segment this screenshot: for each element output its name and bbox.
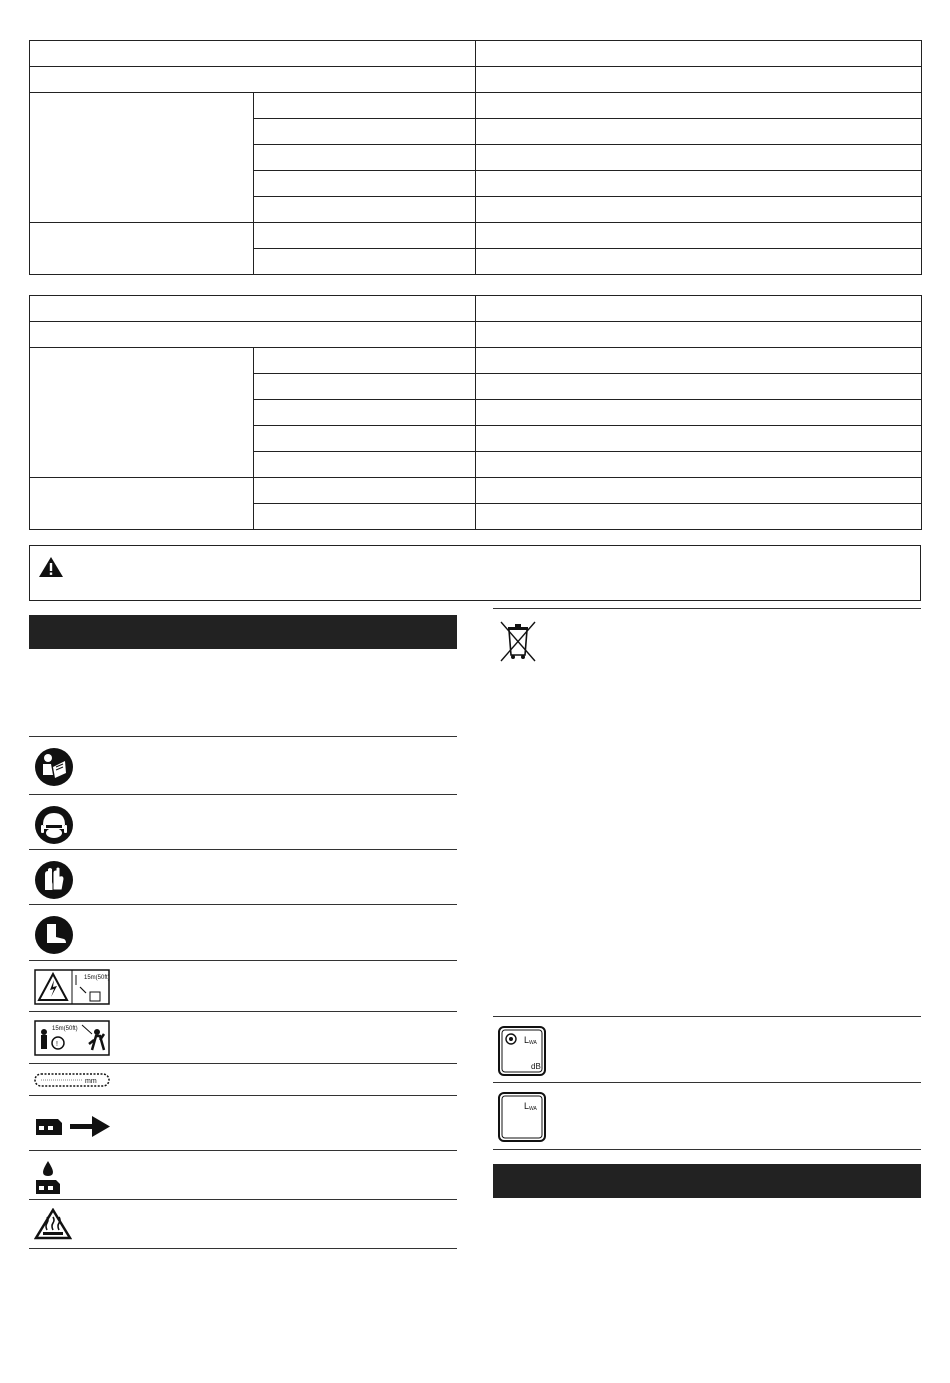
table-cell bbox=[476, 452, 922, 478]
symbol-row-weee bbox=[493, 608, 921, 1016]
spec-table-1 bbox=[29, 40, 922, 275]
table-row bbox=[30, 67, 922, 93]
table-cell bbox=[254, 400, 476, 426]
table-cell bbox=[254, 249, 476, 275]
chain-oil-icon bbox=[34, 1159, 64, 1195]
symbol-row-chain-length bbox=[29, 1063, 457, 1095]
table-cell bbox=[476, 41, 922, 67]
section-header-bar-left bbox=[29, 615, 457, 649]
chain-length-icon bbox=[34, 1073, 110, 1087]
right-symbols-bottom-rule bbox=[493, 1149, 921, 1150]
table-cell bbox=[254, 93, 476, 119]
svg-text:L: L bbox=[524, 1035, 530, 1045]
table-cell bbox=[476, 478, 922, 504]
table-cell bbox=[476, 249, 922, 275]
table-cell bbox=[30, 478, 254, 530]
symbol-row-electrocution bbox=[29, 960, 457, 1011]
table-cell bbox=[254, 171, 476, 197]
table-cell bbox=[30, 223, 254, 275]
table-cell bbox=[476, 145, 922, 171]
hot-surface-icon bbox=[34, 1208, 72, 1240]
table-cell bbox=[254, 452, 476, 478]
table-cell bbox=[254, 348, 476, 374]
table-row bbox=[30, 322, 922, 348]
table-cell bbox=[254, 504, 476, 530]
safety-boots-icon bbox=[34, 915, 74, 955]
table-cell bbox=[476, 322, 922, 348]
section-header-bar-right bbox=[493, 1164, 921, 1198]
symbol-row-head-protection bbox=[29, 794, 457, 849]
table-cell bbox=[476, 197, 922, 223]
symbols-bottom-rule bbox=[29, 1248, 457, 1249]
read-manual-icon bbox=[34, 747, 74, 787]
table-cell bbox=[476, 223, 922, 249]
protective-gloves-icon bbox=[34, 860, 74, 900]
chain-length-unit: mm bbox=[85, 1078, 97, 1085]
table-cell bbox=[476, 426, 922, 452]
sound-power-unit: dB bbox=[531, 1062, 541, 1071]
table-cell bbox=[476, 171, 922, 197]
table-cell bbox=[476, 400, 922, 426]
svg-text:!: ! bbox=[56, 1041, 58, 1048]
svg-text:WA: WA bbox=[529, 1106, 537, 1112]
electrocution-distance-icon bbox=[34, 969, 110, 1005]
table-cell bbox=[30, 67, 476, 93]
table-cell bbox=[476, 67, 922, 93]
table-cell bbox=[476, 296, 922, 322]
table-cell bbox=[254, 374, 476, 400]
table-cell bbox=[30, 41, 476, 67]
symbol-row-read-manual bbox=[29, 736, 457, 794]
symbol-row-hot-surface bbox=[29, 1199, 457, 1248]
chain-direction-icon bbox=[34, 1113, 112, 1137]
guaranteed-sound-power-icon bbox=[498, 1026, 546, 1076]
table-cell bbox=[30, 296, 476, 322]
symbol-row-chain-oil bbox=[29, 1150, 457, 1199]
table-cell bbox=[30, 322, 476, 348]
table-cell bbox=[254, 119, 476, 145]
warning-box bbox=[29, 545, 921, 601]
svg-text:WA: WA bbox=[529, 1040, 537, 1046]
table-cell bbox=[254, 197, 476, 223]
table-cell bbox=[30, 348, 254, 478]
symbol-row-boots bbox=[29, 904, 457, 960]
bystander-distance-label: 15m(50ft) bbox=[52, 1026, 78, 1032]
table-cell bbox=[254, 478, 476, 504]
symbol-row-chain-direction bbox=[29, 1095, 457, 1150]
electrocution-distance-label: 15m(50ft) bbox=[84, 975, 110, 981]
table-row bbox=[30, 478, 922, 504]
table-cell bbox=[476, 374, 922, 400]
bystander-distance-icon bbox=[34, 1020, 110, 1056]
table-cell bbox=[476, 93, 922, 119]
table-cell bbox=[476, 504, 922, 530]
table-cell bbox=[476, 119, 922, 145]
spec-table-2 bbox=[29, 295, 922, 530]
helmet-goggles-earmuffs-icon bbox=[34, 805, 74, 845]
warning-triangle-icon bbox=[38, 556, 64, 578]
symbol-row-sound-power-level bbox=[493, 1082, 921, 1149]
table-row bbox=[30, 41, 922, 67]
svg-text:L: L bbox=[524, 1101, 530, 1111]
symbol-row-guaranteed-sound-power bbox=[493, 1016, 921, 1082]
table-cell bbox=[254, 145, 476, 171]
table-row bbox=[30, 348, 922, 374]
sound-power-level-icon bbox=[498, 1092, 546, 1142]
symbol-row-gloves bbox=[29, 849, 457, 904]
table-cell bbox=[254, 426, 476, 452]
table-row bbox=[30, 296, 922, 322]
table-row bbox=[30, 223, 922, 249]
symbol-row-bystanders bbox=[29, 1011, 457, 1063]
table-cell bbox=[254, 223, 476, 249]
table-cell bbox=[30, 93, 254, 223]
weee-crossed-bin-icon bbox=[498, 619, 538, 663]
table-cell bbox=[476, 348, 922, 374]
table-row bbox=[30, 93, 922, 119]
